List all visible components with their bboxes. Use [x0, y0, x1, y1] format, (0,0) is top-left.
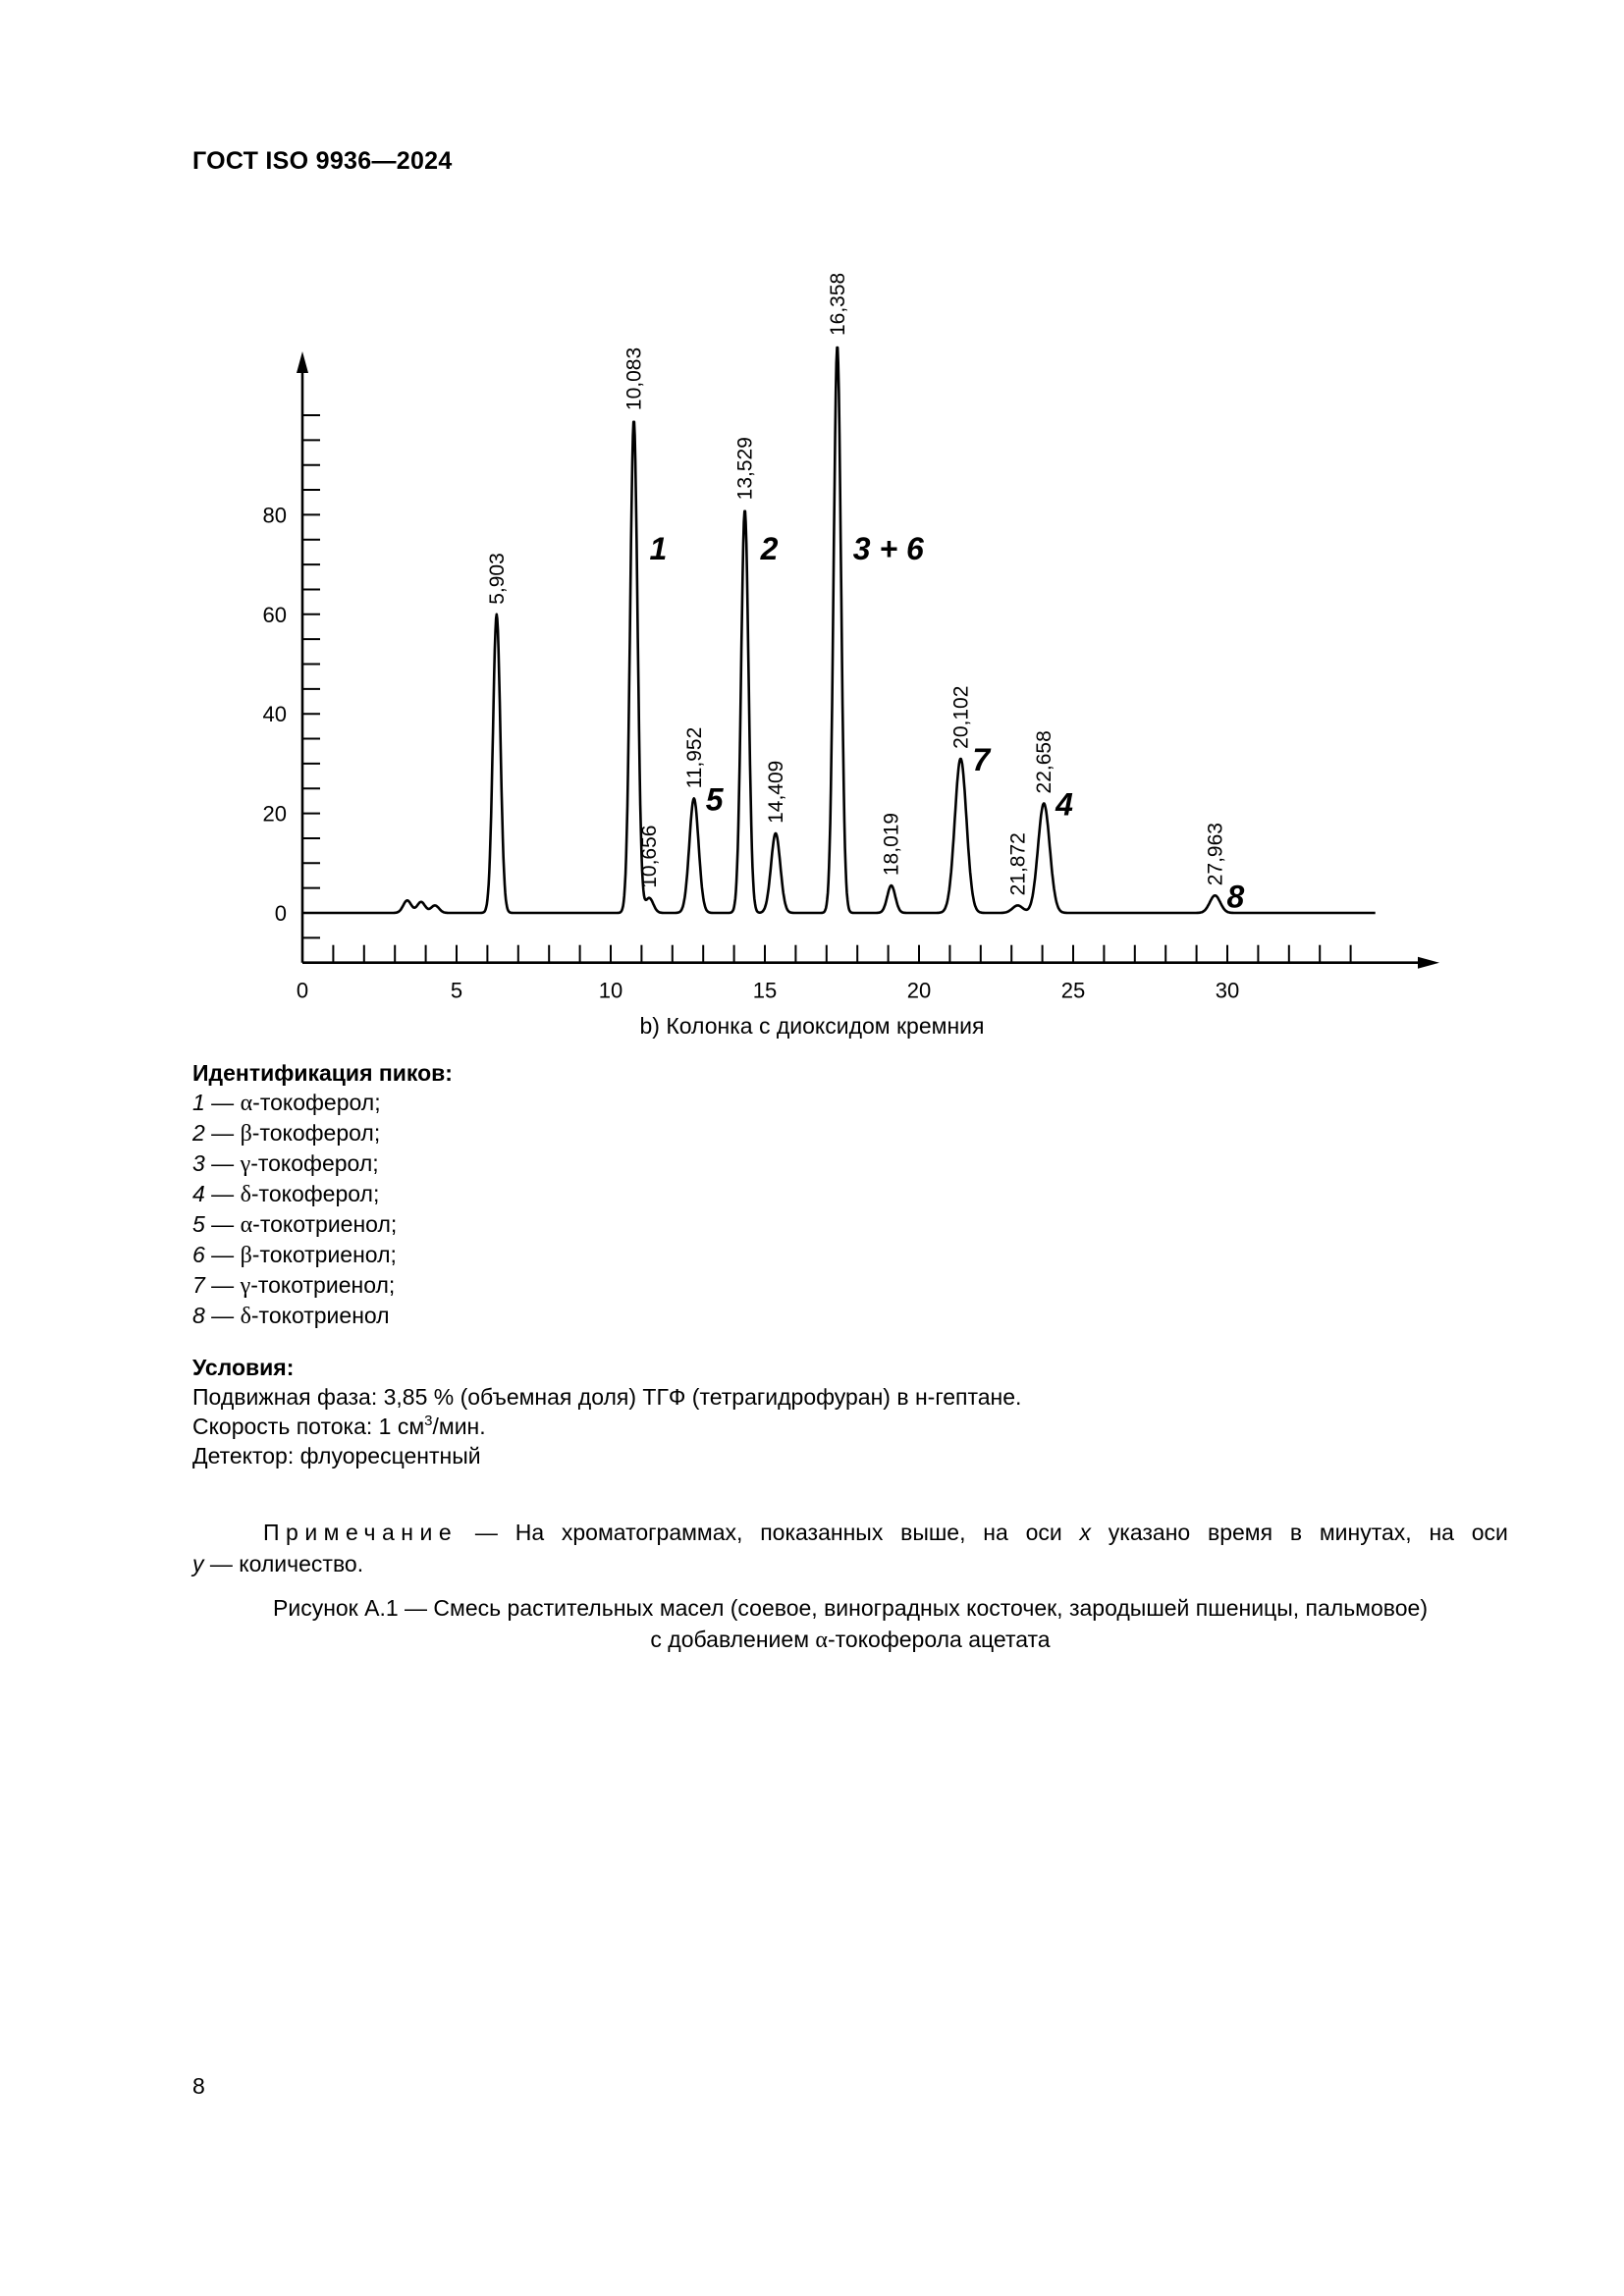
- peak-id-item: [192, 1301, 453, 1331]
- peak-id-number: 8: [192, 1303, 205, 1328]
- note-first-line: [192, 1517, 1508, 1548]
- note-word: хроматограммах,: [561, 1520, 743, 1545]
- peak-rt-label: 22,658: [1033, 730, 1056, 794]
- note-word: оси: [1471, 1520, 1508, 1545]
- peak-id-label: 1: [649, 531, 668, 567]
- peak-id-item: [192, 1088, 453, 1118]
- peak-rt-label: 10,656: [638, 825, 662, 888]
- chromatogram-chart: [0, 0, 1624, 1060]
- chart-ticks: [302, 415, 1351, 963]
- y-axis-arrow: [297, 351, 308, 373]
- peak-rt-label: 16,358: [826, 272, 849, 337]
- document-header: ГОСТ ISO 9936—2024: [192, 147, 453, 175]
- peak-rt-label: 13,529: [733, 437, 757, 501]
- note-word: оси: [1025, 1520, 1062, 1545]
- peak-id-number: 7: [192, 1272, 205, 1298]
- note-word: —: [474, 1520, 498, 1545]
- peak-id-label: 7: [972, 741, 991, 777]
- peak-id-greek: γ: [240, 1273, 251, 1299]
- x-tick-label: 15: [752, 978, 778, 1003]
- chart-axes: [297, 351, 1439, 969]
- note-word: На: [514, 1520, 545, 1545]
- peak-id-label: 8: [1226, 879, 1245, 915]
- mobile-phase: Подвижная фаза: 3,85 % (объемная доля) ТГФ (тетрагидрофуран) в н-гептане.: [192, 1384, 1022, 1410]
- peak-id-greek: γ: [240, 1151, 251, 1177]
- peak-id-name: -токотриенол;: [252, 1211, 398, 1237]
- peak-id-dash: —: [204, 1211, 241, 1237]
- y-tick-label: 20: [262, 801, 287, 827]
- peak-rt-label: 20,102: [949, 685, 973, 749]
- peak-rt-label: 21,872: [1006, 832, 1030, 896]
- note-second-line: [192, 1548, 1508, 1579]
- peak-id-name: -токоферол;: [250, 1150, 379, 1176]
- detector: Детектор: флуоресцентный: [192, 1443, 481, 1468]
- x-tick-label: 0: [296, 978, 309, 1003]
- peak-id-item: [192, 1118, 453, 1148]
- figure-caption-line1: Рисунок А.1 — Смесь растительных масел (соевое, виноградных косточек, зародышей пшеницы, пальмовое): [273, 1595, 1428, 1621]
- peak-id-dash: —: [204, 1303, 241, 1328]
- peak-id-item: [192, 1148, 453, 1179]
- note: [192, 1517, 1508, 1579]
- note-label: Примечание: [263, 1520, 459, 1545]
- note-word: время: [1207, 1520, 1273, 1545]
- peak-id-greek: β: [240, 1121, 252, 1147]
- peak-id-dash: —: [204, 1090, 241, 1115]
- peak-identification-heading: Идентификация пиков:: [192, 1060, 453, 1086]
- note-word: показанных: [760, 1520, 884, 1545]
- peak-id-item: [192, 1209, 453, 1240]
- flow-rate-suffix: /мин.: [432, 1414, 486, 1439]
- peak-retention-time-labels: [486, 273, 1227, 896]
- peak-id-label: 5: [705, 781, 724, 818]
- x-tick-label: 30: [1215, 978, 1240, 1003]
- peak-id-name: -токотриенол: [250, 1303, 390, 1328]
- page-number: 8: [192, 2073, 205, 2099]
- conditions-heading: Условия:: [192, 1355, 295, 1380]
- figure-caption-line2: [192, 1624, 1508, 1656]
- note-x-var: x: [1079, 1520, 1091, 1545]
- peak-id-number: 3: [192, 1150, 205, 1176]
- figure-caption-line2-suffix: -токоферола ацетата: [827, 1627, 1051, 1652]
- peak-rt-label: 18,019: [880, 812, 903, 877]
- y-tick-label: 0: [274, 901, 287, 926]
- note-second-text: — количество.: [203, 1551, 364, 1576]
- peak-id-dash: —: [204, 1181, 241, 1206]
- peak-id-name: -токоферол;: [251, 1120, 381, 1146]
- peak-id-name: -токоферол;: [250, 1181, 380, 1206]
- figure-caption: [192, 1592, 1508, 1656]
- peak-id-item: [192, 1179, 453, 1209]
- peak-id-dash: —: [204, 1272, 241, 1298]
- conditions: [192, 1353, 1021, 1470]
- peak-id-number: 1: [192, 1090, 205, 1115]
- peak-id-greek: β: [240, 1243, 252, 1268]
- peak-id-greek: δ: [240, 1304, 251, 1329]
- y-tick-label: 80: [262, 503, 287, 528]
- peak-rt-label: 14,409: [764, 760, 787, 824]
- peak-id-name: -токотриенол;: [250, 1272, 396, 1298]
- peak-id-item: [192, 1240, 453, 1270]
- peak-id-label: 3 + 6: [852, 531, 924, 567]
- x-tick-label: 25: [1060, 978, 1086, 1003]
- peak-id-name: -токоферол;: [252, 1090, 381, 1115]
- x-tick-label: 20: [906, 978, 932, 1003]
- peak-id-greek: α: [240, 1091, 253, 1116]
- peak-id-number: 2: [192, 1120, 205, 1146]
- note-word: указано: [1108, 1520, 1191, 1545]
- figure-caption-greek: α: [815, 1628, 828, 1653]
- chart-caption: b) Колонка с диоксидом кремния: [639, 1013, 985, 1039]
- note-word: выше,: [900, 1520, 966, 1545]
- x-tick-label: 5: [450, 978, 463, 1003]
- peak-id-dash: —: [204, 1242, 241, 1267]
- note-word: в: [1289, 1520, 1303, 1545]
- peak-id-label: 4: [1056, 786, 1073, 823]
- peak-rt-label: 27,963: [1204, 823, 1227, 886]
- peak-identifier-labels: [650, 531, 1245, 914]
- peak-rt-label: 5,903: [485, 553, 509, 605]
- peak-id-greek: δ: [240, 1182, 251, 1207]
- peak-id-label: 2: [760, 531, 779, 567]
- note-word: на: [1429, 1520, 1454, 1545]
- peak-rt-label: 10,083: [623, 347, 646, 411]
- peak-id-greek: α: [240, 1212, 253, 1238]
- flow-rate-prefix: Скорость потока: 1 см: [192, 1414, 425, 1439]
- peak-rt-label: 11,952: [682, 726, 706, 789]
- peak-id-dash: —: [204, 1120, 241, 1146]
- peak-id-dash: —: [204, 1150, 241, 1176]
- note-word: минутах,: [1319, 1520, 1412, 1545]
- peak-id-number: 5: [192, 1211, 205, 1237]
- peak-id-number: 4: [192, 1181, 205, 1206]
- peak-identification: [192, 1058, 453, 1331]
- note-y-var: y: [192, 1551, 204, 1576]
- flow-rate-sup: 3: [424, 1413, 433, 1429]
- peak-id-name: -токотриенол;: [251, 1242, 397, 1267]
- y-tick-label: 40: [262, 702, 287, 727]
- figure-caption-line2-prefix: с добавлением: [650, 1627, 816, 1652]
- peak-id-item: [192, 1270, 453, 1301]
- note-word: на: [983, 1520, 1008, 1545]
- y-tick-label: 60: [262, 602, 287, 627]
- x-tick-label: 10: [598, 978, 623, 1003]
- peak-id-number: 6: [192, 1242, 205, 1267]
- flow-rate: [192, 1412, 1021, 1441]
- x-axis-arrow: [1418, 957, 1439, 969]
- peak-identification-list: [192, 1088, 453, 1331]
